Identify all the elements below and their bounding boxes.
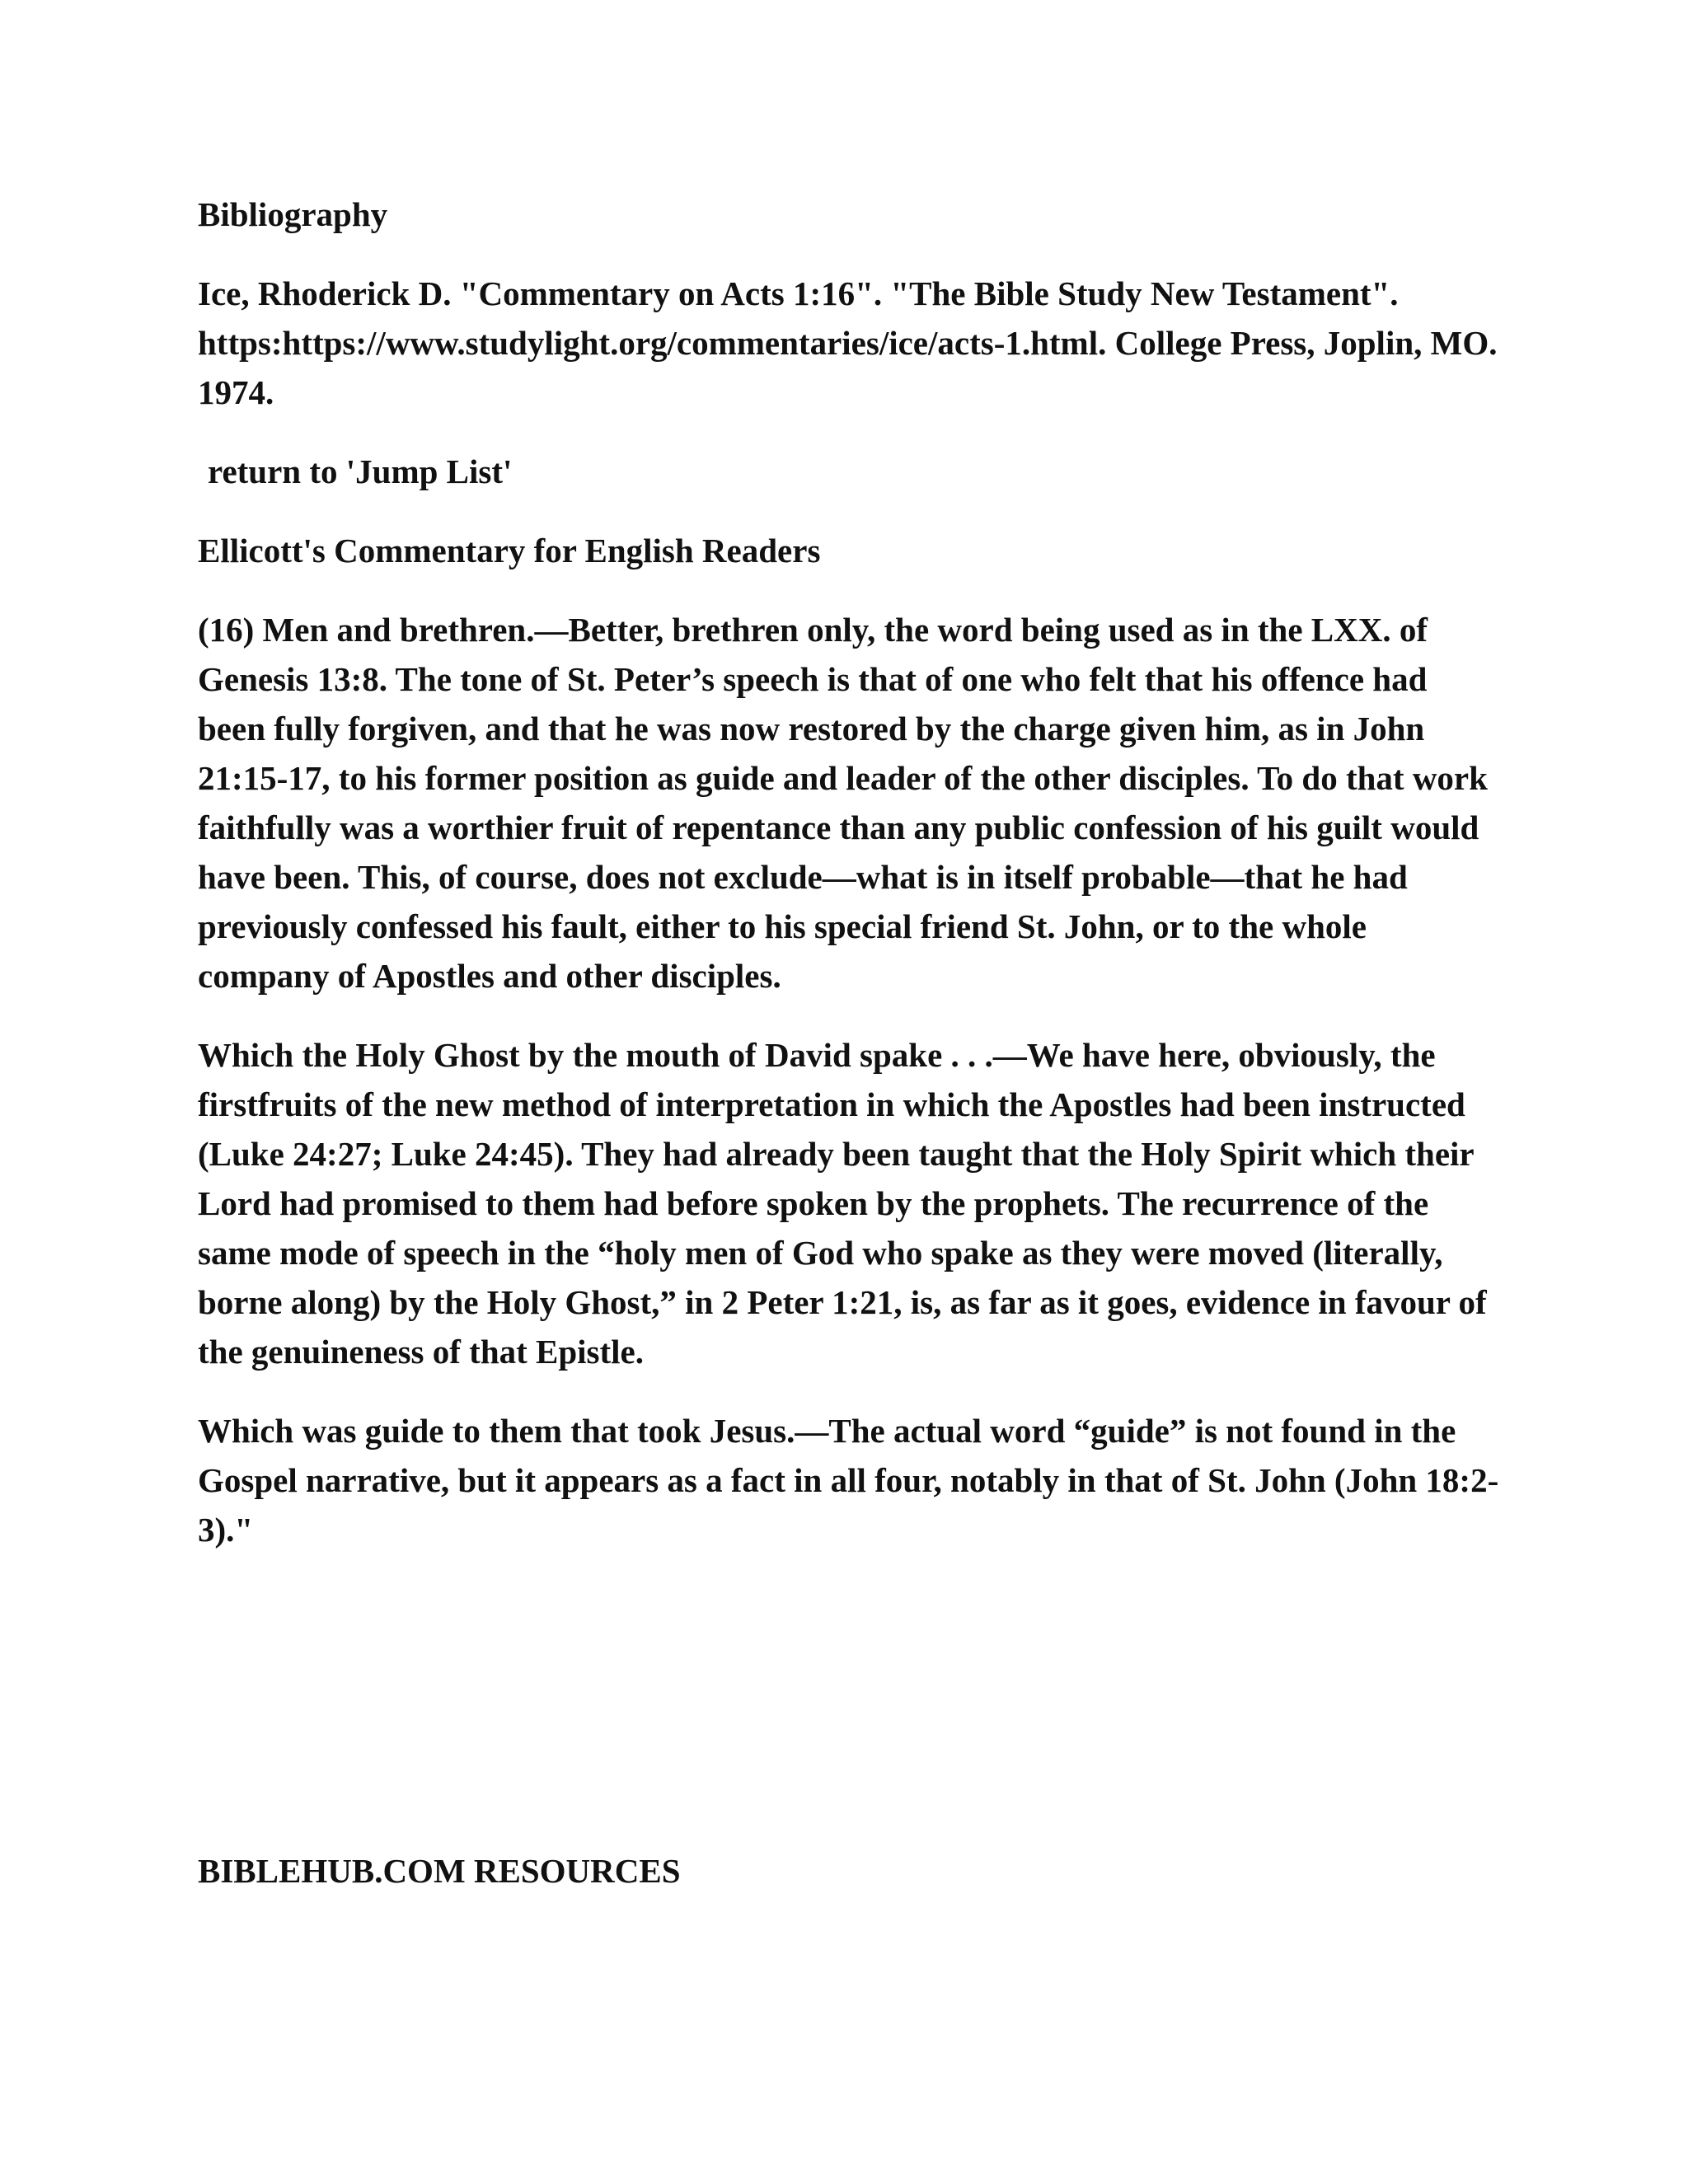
commentary-paragraph-1: (16) Men and brethren.—Better, brethren only, the word being used as in the LXX. of Genesis 13:8. The tone of St. Peter’s speech is that of one who felt that his offence had been fully forgiven, and that he was now restored by the charge given him, as in John 21:15-17, to his former position as guide and leader of the other disciples. To do that work faithfully was a worthier fruit of repentance than any public confession of his guilt would have been. This, of course, does not exclude—what is in itself probable—that he had previously confessed his fault, either to his special friend St. John, or to the whole company of Apostles and other disciples. — [198, 611, 1488, 995]
commentary-paragraph-2: Which the Holy Ghost by the mouth of David spake . . .—We have here, obviously, the firstfruits of the new method of interpretation in which the Apostles had been instructed (Luke 24:27; Luke 24:45). They had already been taught that the Holy Spirit which their Lord had promised to them had before spoken by the prophets. The recurrence of the same mode of speech in the “holy men of God who spake as they were moved (literally, borne along) by the Holy Ghost,” in 2 Peter 1:21, is, as far as it goes, evidence in favour of the genuineness of that Epistle. — [198, 1036, 1487, 1371]
citation-text: Ice, Rhoderick D. "Commentary on Acts 1:16". "The Bible Study New Testament". — [198, 274, 1399, 312]
biblehub-resources-heading: BIBLEHUB.COM RESOURCES — [198, 1852, 681, 1890]
bibliography-heading: Bibliography — [198, 195, 388, 233]
jump-list-link[interactable] — [198, 447, 1500, 496]
page-content — [198, 190, 1500, 1584]
ellicott-heading: Ellicott's Commentary for English Readers — [198, 532, 821, 569]
citation-publisher: . College Press, Joplin, MO. 1974. — [198, 324, 1498, 411]
commentary-paragraph-3: Which was guide to them that took Jesus.—The actual word “guide” is not found in the Gospel narrative, but it appears as a fact in all four, notably in that of St. John (John 18:2-3)." — [198, 1412, 1499, 1549]
citation-url-link[interactable]: https:https://www.studylight.org/commentaries/ice/acts-1.html — [198, 324, 1099, 362]
bibliography-citation — [198, 269, 1500, 417]
return-link[interactable]: return to 'Jump List' — [208, 452, 513, 490]
